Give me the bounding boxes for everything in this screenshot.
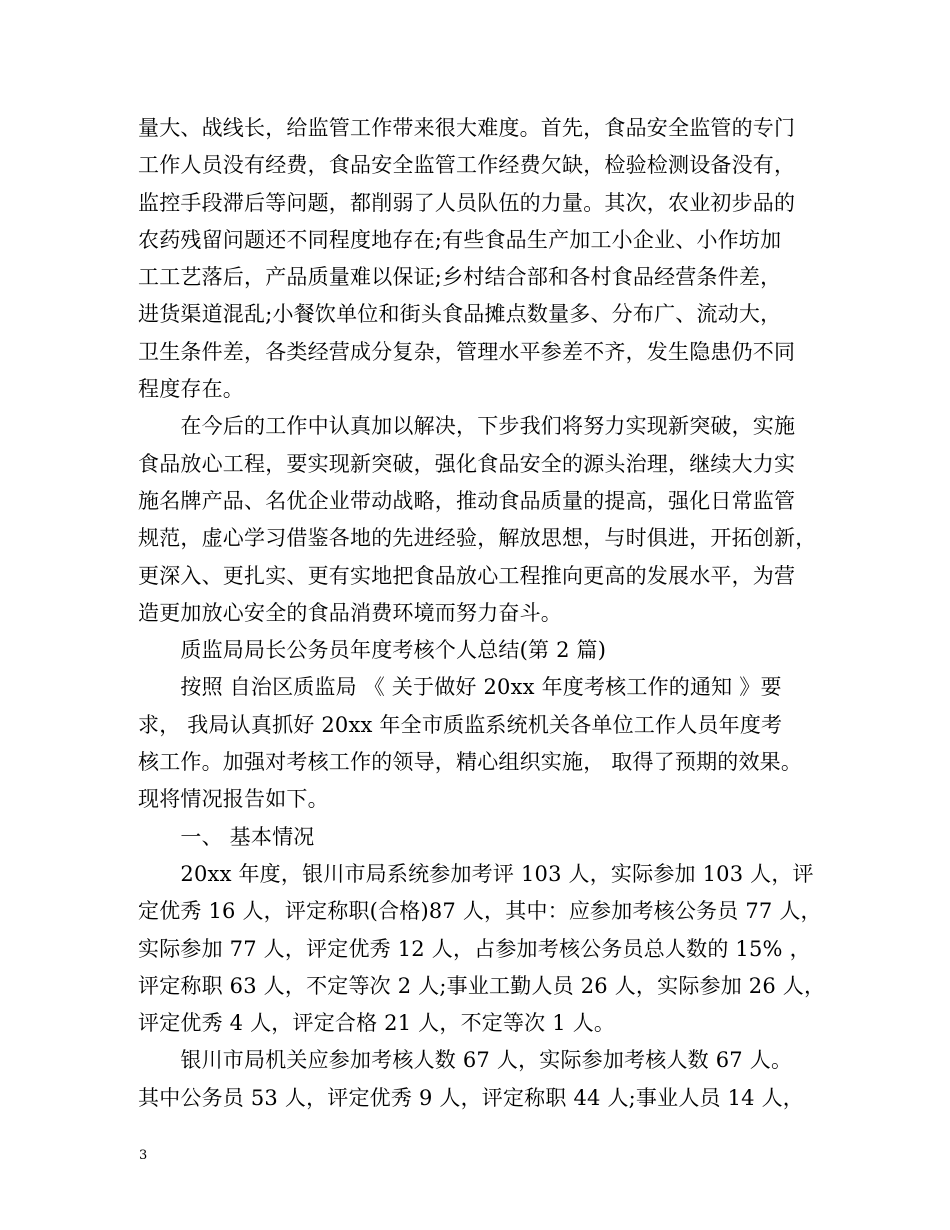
text-line: 工工艺落后，产品质量难以保证;乡村结合部和各村食品经营条件差，: [138, 265, 782, 290]
text-line: 程度存在。: [138, 377, 244, 402]
text-line: 监控手段滞后等问题，都削弱了人员队伍的力量。其次，农业初步品的: [138, 190, 796, 215]
text-line: 按照 自治区质监局 《 关于做好 20xx 年度考核工作的通知 》要: [138, 675, 782, 700]
text-line: 规范，虚心学习借鉴各地的先进经验，解放思想，与时俱进，开拓创新，: [138, 526, 817, 551]
text-line: 其中公务员 53 人，评定优秀 9 人，评定称职 44 人;事业人员 14 人，: [138, 1085, 805, 1110]
text-line: 农药残留问题还不同程度地存在;有些食品生产加工小企业、小作坊加: [138, 227, 782, 252]
text-line: 在今后的工作中认真加以解决，下步我们将努力实现新突破，实施: [138, 414, 796, 439]
text-line: 评定称职 63 人，不定等次 2 人;事业工勤人员 26 人，实际参加 26 人，: [138, 973, 826, 998]
section-heading: 质监局局长公务员年度考核个人总结(第 2 篇): [138, 638, 607, 663]
text-line: 现将情况报告如下。: [138, 787, 329, 812]
text-line: 施名牌产品、名优企业带动战略，推动食品质量的提高，强化日常监管: [138, 488, 796, 513]
text-line: 造更加放心安全的食品消费环境而努力奋斗。: [138, 600, 562, 625]
text-line: 卫生条件差，各类经营成分复杂，管理水平参差不齐，发生隐患仍不同: [138, 339, 796, 364]
text-line: 20xx 年度，银川市局系统参加考评 103 人，实际参加 103 人，评: [138, 861, 814, 886]
subsection-heading: 一、 基本情况: [138, 824, 315, 849]
page-number: 3: [139, 1148, 148, 1163]
text-line: 评定优秀 4 人，评定合格 21 人，不定等次 1 人。: [138, 1011, 616, 1036]
body-text: [138, 110, 826, 1117]
text-line: 食品放心工程，要实现新突破，强化食品安全的源头治理，继续大力实: [138, 451, 796, 476]
text-line: 定优秀 16 人，评定称职(合格)87 人，其中：应参加考核公务员 77 人，: [138, 899, 822, 924]
text-line: 银川市局机关应参加考核人数 67 人，实际参加考核人数 67 人。: [138, 1048, 793, 1073]
text-line: 核工作。加强对考核工作的领导，精心组织实施， 取得了预期的效果。: [138, 750, 803, 775]
text-line: 量大、战线长，给监管工作带来很大难度。首先，食品安全监管的专门: [138, 116, 796, 140]
text-line: 进货渠道混乱;小餐饮单位和街头食品摊点数量多、分布广、流动大，: [138, 302, 782, 327]
text-line: 更深入、更扎实、更有实地把食品放心工程推向更高的发展水平，为营: [138, 563, 796, 588]
text-line: 求， 我局认真抓好 20xx 年全市质监系统机关各单位工作人员年度考: [138, 712, 783, 737]
text-line: 实际参加 77 人，评定优秀 12 人，占参加考核公务员总人数的 15% ，: [138, 936, 811, 961]
text-line: 工作人员没有经费，食品安全监管工作经费欠缺，检验检测设备没有，: [138, 153, 796, 178]
